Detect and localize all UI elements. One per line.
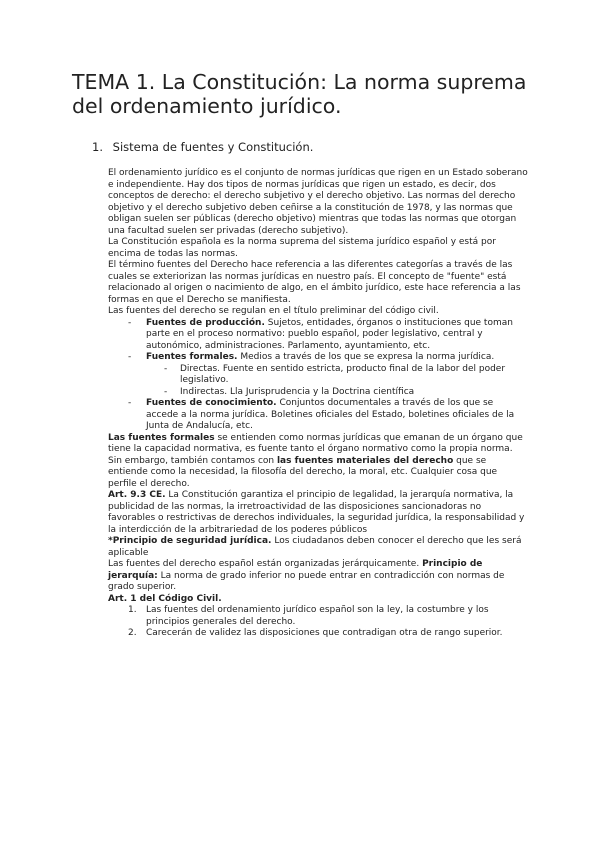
term-fuentes-materiales: las fuentes materiales del derecho [276,455,454,466]
text-indirectas: Indirectas. Lla Jurisprudencia y la Doctrina científica [180,386,415,397]
term-produccion: Fuentes de producción. [146,317,265,328]
section-label: Sistema de fuentes y Constitución. [112,140,314,154]
text-art-1-2: Carecerán de validez las disposiciones que contradigan otra de rango superior. [146,628,503,638]
list-item-conocimiento [108,398,528,433]
paragraph-fuentes-termino: El término fuentes del Derecho hace referencia a las diferentes categorías a través de las cuales se exteriorizan las normas jurídicas en nuestro país. El concepto de "fuente" está relacionado al origen o nacimiento de algo, en el ámbito jurídico, este hace referencia a las formas en que el Derecho se manifiesta. [108,260,521,305]
bullet-dash: - [164,363,168,374]
list-item-produccion [108,318,528,353]
text-directas: Directas. Fuente en sentido estricta, producto final de la labor del poder legislativo. [180,363,506,385]
text-produccion: Sujetos, entidades, órganos o instituciones que toman parte en el proceso normativo: pueblo español, poder legislativo, central y autonómico, administraciones. Parlamento, ayuntamiento, etc. [146,317,513,351]
paragraph-seguridad-juridica [108,536,528,559]
list-item-art-1-2 [108,628,528,640]
text-seguridad-juridica: Los ciudadanos deben conocer el derecho que les será aplicable [108,536,522,558]
list-item-indirectas [108,387,528,399]
paragraph-jerarquia [108,559,528,594]
term-formales: Fuentes formales. [146,352,238,362]
list-item-art-1-1 [108,605,528,628]
list-number: 2. [128,628,137,638]
text-fuentes-formales: se entienden como normas jurídicas que emanan de un órgano que tiene la capacidad normativa, es fuente tanto el órgano normativo como la propia norma. Sin embargo, también contamos con [108,432,523,466]
bullet-dash: - [128,317,132,328]
art-1-heading: Art. 1 del Código Civil. [108,593,222,604]
text-formales: Medios a través de los que se expresa la norma jurídica. [237,352,495,362]
paragraph-fuentes-regulacion: Las fuentes del derecho se regulan en el título preliminar del código civil. [108,306,439,316]
list-item-directas [108,364,528,387]
paragraph-ordenamiento: El ordenamiento jurídico es el conjunto de normas jurídicas que rigen en un Estado soberano e independiente. Hay dos tipos de normas jurídicas que rigen un estado, es decir, dos conceptos de derecho: el derecho subjetivo y el derecho objetivo. Las normas del derecho objetivo y el derecho subjetivo deben ceñirse a la constitución de 1978, y las normas que obligan suelen ser públicas (derecho objetivo) mientras que todas las normas que otorgan una facultad suelen ser privadas (derecho subjetivo). [108,168,528,236]
page-title: TEMA 1. La Constitución: La norma suprema del ordenamiento jurídico. [72,70,527,118]
bullet-dash: - [128,398,132,408]
text-art-1-1: Las fuentes del ordenamiento jurídico español son la ley, la costumbre y los principios generales del derecho. [146,605,489,627]
bullet-dash: - [128,352,132,362]
term-art-9-3: Art. 9.3 CE. [108,490,166,500]
text-art-9-3: La Constitución garantiza el principio de legalidad, la jerarquía normativa, la publicidad de las normas, la irretroactividad de las disposiciones sancionadoras no favorables o restrictivas de derechos individuales, la seguridad jurídica, la responsabilidad y la interdicción de la arbitrariedad de los poderes públicos [108,490,525,535]
term-fuentes-formales: Las fuentes formales [108,432,215,443]
section-number: 1. [92,140,103,154]
text-fuentes-materiales: que se entiende como la necesidad, la filosofía del derecho, la moral, etc. Cualquier cosa que perfile el derecho. [108,455,498,489]
paragraph-art-9-3 [108,490,528,536]
text-conocimiento: Conjuntos documentales a través de los que se accede a la norma jurídica. Boletines oficiales del Estado, boletines oficiales de la Junta de Andalucía, etc. [146,398,515,431]
paragraph-constitucion: La Constitución española es la norma suprema del sistema jurídico español y está por encima de todas las normas. [108,237,496,259]
text-jerarquia-intro: Las fuentes del derecho español están organizadas jerárquicamente. [108,559,423,569]
list-item-formales [108,352,528,364]
term-jerarquia: Principio de jerarquía: [108,559,483,581]
bullet-dash: - [164,386,168,397]
section-heading [92,140,313,154]
term-seguridad-juridica: *Principio de seguridad jurídica. [108,536,272,546]
text-jerarquia: La norma de grado inferior no puede entrar en contradicción con normas de grado superior. [108,570,505,592]
list-number: 1. [128,605,137,615]
paragraph-fuentes-formales [108,433,528,491]
document-body [108,168,528,640]
term-conocimiento: Fuentes de conocimiento. [146,398,277,408]
